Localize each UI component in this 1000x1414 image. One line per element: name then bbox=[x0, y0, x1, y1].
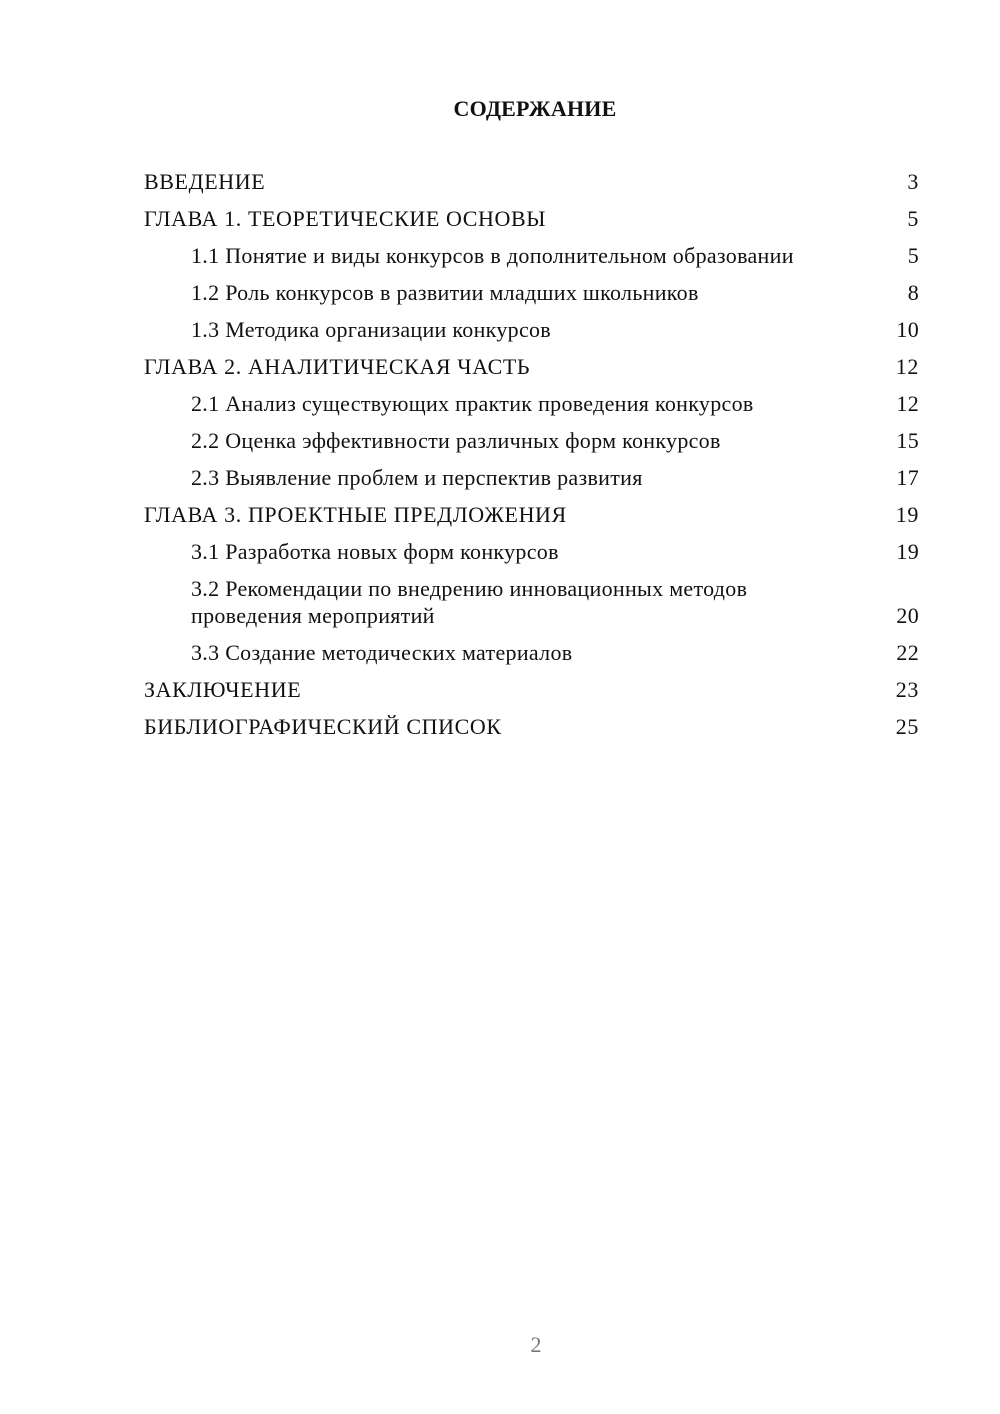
toc-entry-label: 3.3 Создание методических материалов bbox=[191, 640, 573, 665]
toc-entry-page: 12 bbox=[896, 391, 919, 416]
toc-subentry bbox=[144, 575, 919, 629]
toc-subentry bbox=[144, 639, 919, 666]
toc-entry-page: 3 bbox=[907, 169, 919, 194]
toc-entry-label: ВВЕДЕНИЕ bbox=[144, 169, 266, 194]
toc-entry-page: 22 bbox=[896, 640, 919, 665]
toc-entry-page: 17 bbox=[896, 465, 919, 490]
toc-subentry bbox=[144, 279, 919, 306]
page-title: СОДЕРЖАНИЕ bbox=[453, 96, 617, 121]
toc-entry-label: ЗАКЛЮЧЕНИЕ bbox=[144, 677, 302, 702]
toc-subentry bbox=[144, 538, 919, 565]
toc-entry-label: ГЛАВА 2. АНАЛИТИЧЕСКАЯ ЧАСТЬ bbox=[144, 354, 531, 379]
toc-entry-page: 20 bbox=[896, 603, 919, 628]
toc-subentry bbox=[144, 242, 919, 269]
toc-entry-label: 2.1 Анализ существующих практик проведения конкурсов bbox=[191, 391, 754, 416]
toc-entry bbox=[144, 676, 919, 703]
toc-subentry bbox=[144, 427, 919, 454]
toc-entry-label: ГЛАВА 1. ТЕОРЕТИЧЕСКИЕ ОСНОВЫ bbox=[144, 206, 547, 231]
toc-subentry bbox=[144, 464, 919, 491]
toc-entry bbox=[144, 168, 919, 195]
toc-entry-page: 12 bbox=[895, 354, 919, 379]
toc-entry-page: 8 bbox=[907, 280, 919, 305]
toc-entry-label: БИБЛИОГРАФИЧЕСКИЙ СПИСОК bbox=[144, 714, 502, 739]
toc-entry-label: 2.2 Оценка эффективности различных форм конкурсов bbox=[191, 428, 721, 453]
toc-entry-page: 19 bbox=[895, 502, 919, 527]
toc-entry-page: 5 bbox=[907, 243, 919, 268]
toc-entry-label: 1.1 Понятие и виды конкурсов в дополнительном образовании bbox=[191, 243, 794, 268]
toc-entry-label: 2.3 Выявление проблем и перспектив развития bbox=[191, 465, 643, 490]
toc-entry-page: 5 bbox=[907, 206, 919, 231]
toc-entry-page: 19 bbox=[896, 539, 919, 564]
toc-entry bbox=[144, 501, 919, 528]
toc-entry-label: ГЛАВА 3. ПРОЕКТНЫЕ ПРЕДЛОЖЕНИЯ bbox=[144, 502, 567, 527]
toc-entry-page: 23 bbox=[895, 677, 919, 702]
toc-entry bbox=[144, 713, 919, 740]
toc-entry-label: 1.3 Методика организации конкурсов bbox=[191, 317, 551, 342]
toc-entry-label: 3.2 Рекомендации по внедрению инновационных методов проведения мероприятий bbox=[191, 576, 748, 628]
toc-entry-label: 1.2 Роль конкурсов в развитии младших школьников bbox=[191, 280, 699, 305]
toc-entry-page: 25 bbox=[895, 714, 919, 739]
toc-entry bbox=[144, 353, 919, 380]
table-of-contents bbox=[144, 168, 919, 750]
toc-entry-page: 15 bbox=[896, 428, 919, 453]
toc-entry bbox=[144, 205, 919, 232]
page-number: 2 bbox=[530, 1332, 542, 1357]
toc-entry-label: 3.1 Разработка новых форм конкурсов bbox=[191, 539, 559, 564]
toc-subentry bbox=[144, 316, 919, 343]
toc-entry-page: 10 bbox=[896, 317, 919, 342]
toc-subentry bbox=[144, 390, 919, 417]
